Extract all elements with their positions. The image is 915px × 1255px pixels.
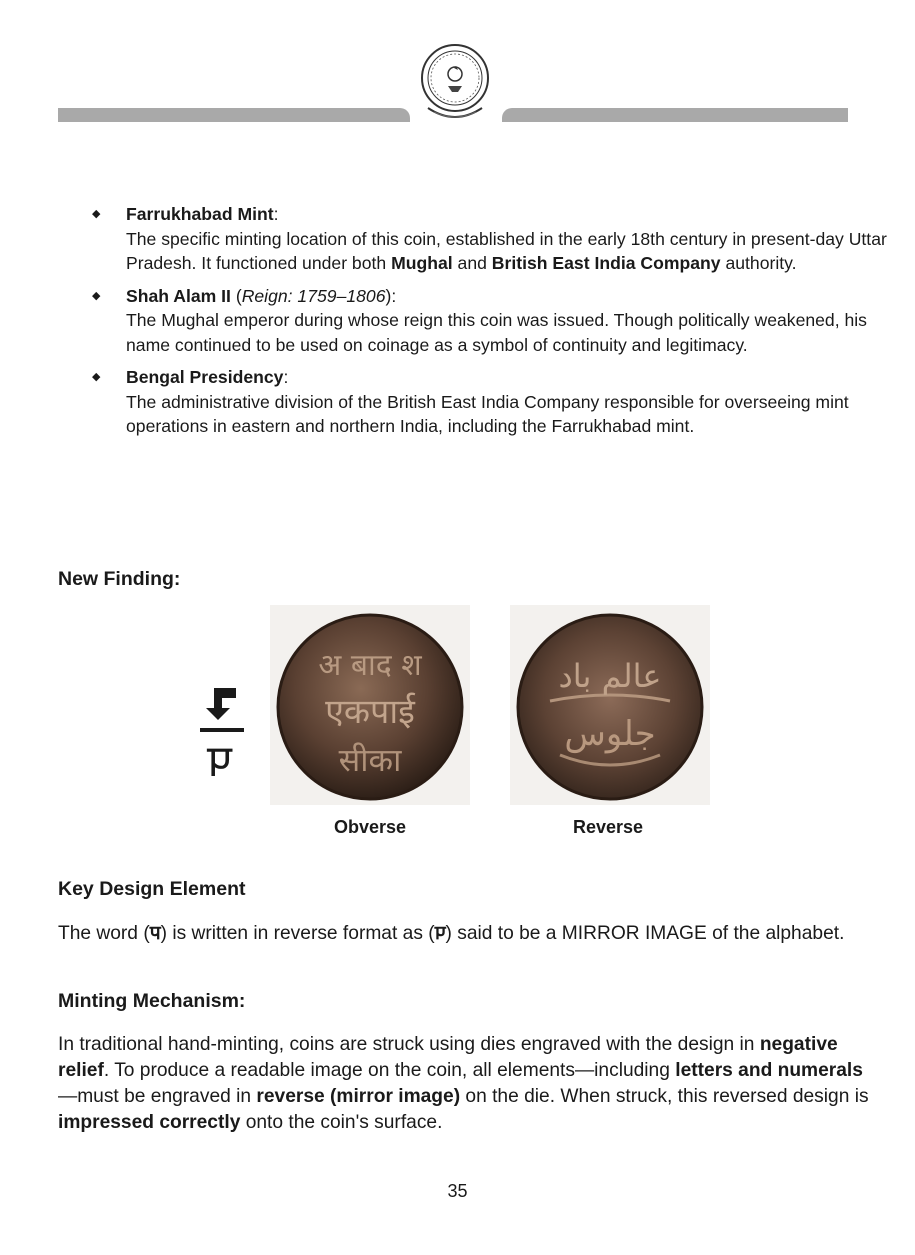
glossary-definition-run: The Mughal emperor during whose reign this coin was issued. Though politically weakened, his name continued to be used on coinage as a symbol of continuity and legitimacy.: [126, 310, 867, 355]
header-band-right: [502, 108, 848, 122]
glossary-item: [88, 284, 903, 358]
minting-run: . To produce a readable image on the coin, all elements—including: [103, 1060, 676, 1081]
page-number: 35: [447, 1181, 468, 1201]
glossary-term-run: (: [230, 285, 242, 306]
institution-emblem-logo: [410, 36, 500, 126]
bullet-diamond-icon: ◆: [92, 208, 101, 220]
key-design-paragraph: [58, 920, 878, 947]
glossary-term-run: Reign: 1759–1806: [241, 285, 386, 306]
glossary-term: Bengal Presidency:: [126, 367, 289, 387]
minting-run: impressed correctly: [58, 1112, 241, 1133]
glossary-definition-run: British East India Company: [491, 253, 721, 273]
minting-mechanism-heading: Minting Mechanism:: [58, 990, 246, 1012]
minting-mechanism-paragraph: [58, 1032, 878, 1136]
glossary-definition: [126, 308, 903, 357]
minting-run: reverse (mirror image): [256, 1086, 461, 1107]
header-band-left: [58, 108, 410, 122]
svg-text:عالم باد: عالم باد: [558, 657, 662, 695]
minting-run: —must be engraved in: [58, 1086, 257, 1107]
svg-text:एकपाई: एकपाई: [325, 692, 415, 732]
glossary-item: [88, 202, 903, 276]
minting-run: negative relief: [58, 1034, 838, 1081]
key-design-run: प: [434, 921, 446, 944]
key-design-run: ) said to be a MIRROR IMAGE of the alphabet.: [445, 923, 845, 944]
minting-run: letters and numerals: [675, 1060, 863, 1081]
glossary-list: [88, 202, 903, 447]
svg-text:सीका: सीका: [338, 741, 402, 779]
minting-run: on the die. When struck, this reversed design is: [460, 1086, 869, 1107]
glossary-term: Farrukhabad Mint:: [126, 204, 279, 224]
svg-text:प: प: [207, 736, 233, 784]
glossary-definition-run: authority.: [720, 253, 797, 273]
key-design-run: The word (: [58, 923, 150, 944]
svg-text:अ बाद श: अ बाद श: [318, 648, 422, 683]
obverse-caption: Obverse: [333, 817, 407, 837]
reverse-caption: Reverse: [572, 817, 644, 837]
glossary-definition: [126, 390, 903, 439]
minting-run: In traditional hand-minting, coins are struck using dies engraved with the design in: [58, 1034, 760, 1055]
glossary-definition-run: Mughal: [391, 253, 453, 273]
glossary-item: [88, 365, 903, 439]
svg-text:جلوس: جلوس: [564, 714, 656, 754]
glossary-definition-run: The specific minting location of this coin, established in the early 18th century in present-day Uttar Pradesh. It functioned under both: [126, 228, 887, 273]
bullet-diamond-icon: ◆: [92, 371, 101, 383]
glossary-definition-run: and: [452, 253, 492, 273]
reverse-coin-photo: [510, 605, 710, 805]
mirror-letter-figure: [196, 684, 248, 784]
glossary-definition: [126, 227, 903, 276]
glossary-definition-run: The administrative division of the British East India Company responsible for overseeing mint operations in eastern and northern India, including the Farrukhabad mint.: [126, 391, 849, 436]
bullet-diamond-icon: ◆: [92, 289, 101, 302]
glossary-term-run: ):: [385, 285, 397, 306]
key-design-heading: Key Design Element: [58, 878, 246, 900]
key-design-run: प: [149, 921, 161, 944]
glossary-term: Shah Alam II (Reign: 1759–1806):: [126, 285, 397, 306]
key-design-run: ) is written in reverse format as (: [160, 923, 435, 944]
minting-run: onto the coin's surface.: [240, 1112, 443, 1133]
obverse-coin-photo: [270, 605, 470, 805]
new-finding-heading: New Finding:: [58, 568, 181, 590]
